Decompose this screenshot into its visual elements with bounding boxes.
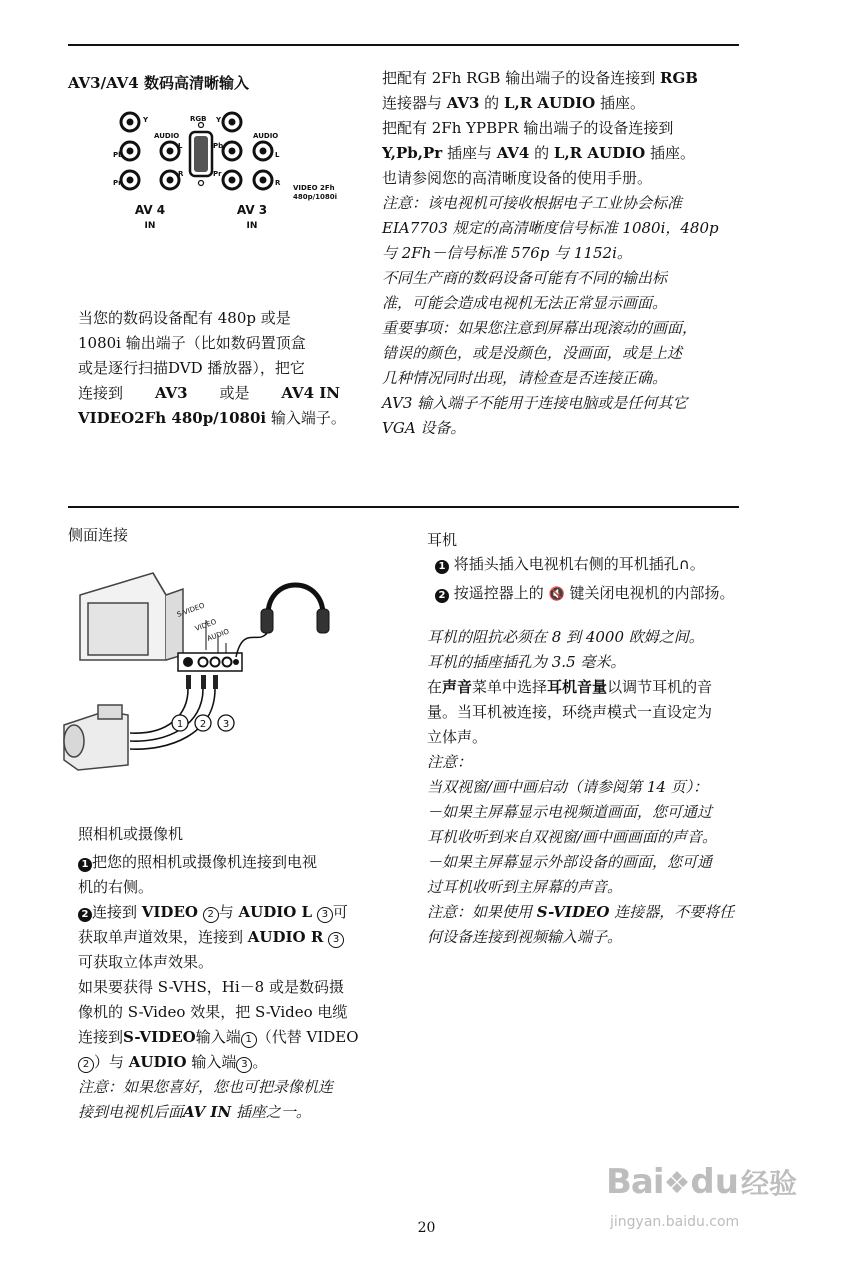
av-left-line-3: 或是逐行扫描DVD 播放器），把它	[78, 359, 305, 377]
av4-in-label: IN	[144, 221, 156, 231]
av4-audio-l-jack	[161, 142, 179, 160]
av-right-l2-a: 连接器与	[382, 94, 447, 112]
av4-l-label: L	[178, 142, 183, 150]
headphone-l2-b: 键关闭电视机的内部扬。	[564, 584, 735, 602]
headphones-illustration	[236, 585, 329, 657]
side-connection-diagram	[58, 565, 338, 780]
av-right-line-15: VGA 设备。	[382, 419, 466, 437]
av-left-l4-word-c: 或是	[219, 384, 250, 402]
av-right-l2-c: 的	[479, 94, 504, 112]
headphone-line-3: 耳机的阻抗必须在 8 到 4000 欧姆之间。	[427, 628, 704, 646]
av4-pb-jack	[121, 142, 139, 160]
av3-audio-label: AUDIO	[253, 132, 279, 140]
tv-illustration	[80, 573, 183, 660]
camera-l11-c: 插座之一。	[231, 1103, 311, 1121]
av4-r-label: R	[178, 170, 184, 178]
headphone-l5-e: 以调节耳机的音	[607, 678, 713, 696]
av3-audio-l-jack	[254, 142, 272, 160]
av-right-l4-f: 插座。	[645, 144, 695, 162]
camera-line-1	[78, 850, 378, 875]
camera-l11-a: 接到电视机后面	[78, 1103, 184, 1121]
camera-l3-audiol: AUDIO L	[238, 903, 313, 921]
camera-l9-c: 输入端	[186, 1053, 237, 1071]
av-right-line-5: 也请参阅您的高清晰度设备的使用手册。	[382, 169, 653, 187]
top-rule	[68, 44, 739, 46]
side-jack-panel	[178, 653, 242, 671]
middle-rule	[68, 506, 739, 508]
av-right-l4-av4: AV4	[496, 144, 530, 162]
camera-l3-g: 可	[332, 903, 348, 921]
camera-line-5: 可获取立体声效果。	[78, 953, 214, 971]
av-right-l4-b: 插座与	[442, 144, 497, 162]
camera-l8-c: 输入端	[195, 1028, 241, 1046]
camera-line-7: 像机的 S-Video 效果，把 S-Video 电缆	[78, 1003, 348, 1021]
headphone-l14-svideo: S-VIDEO	[536, 903, 610, 921]
av-right-line-4	[382, 141, 742, 166]
av-right-l2-lraudio: L,R AUDIO	[503, 94, 596, 112]
svideo-diagram-label: S-VIDEO	[175, 601, 206, 619]
camera-l9-a: ）与	[94, 1053, 129, 1071]
video-diagram-label: VIDEO	[193, 617, 218, 633]
headphone-line-10: －如果主屏幕显示电视频道画面，您可通过	[427, 803, 713, 821]
camera-l3-c	[198, 903, 203, 921]
av-right-line-13: 几种情况同时出现，请检查是否连接正确。	[382, 369, 668, 387]
camera-line-8	[78, 1025, 378, 1050]
camera-heading: 照相机或摄像机	[78, 825, 184, 843]
av-right-column	[382, 66, 742, 441]
callout-2: 2	[199, 719, 207, 730]
headphone-line-5	[427, 675, 787, 700]
paw-icon: ❖	[663, 1166, 691, 1201]
headphone-line-14	[427, 900, 787, 925]
av-right-l1-rgb: RGB	[660, 69, 698, 87]
av-right-line-12: 错误的颜色，或是没颜色，没画面，或是上述	[382, 344, 683, 362]
headphone-heading: 耳机	[427, 531, 458, 549]
av4-audio-r-jack	[161, 171, 179, 189]
rgb-vga-connector	[190, 132, 212, 176]
camera-line-11	[78, 1100, 378, 1125]
camera-line-9	[78, 1050, 378, 1075]
av-left-l4-word-a: 连接到	[78, 384, 124, 402]
headphone-section	[427, 528, 787, 950]
headphone-jack-icon: ∩	[678, 555, 690, 573]
av3-pb-jack	[223, 142, 241, 160]
hp-step-2-badge: 2	[435, 589, 449, 603]
camera-l11-avin: AV IN	[183, 1103, 232, 1121]
headphone-line-8: 注意：	[427, 753, 473, 771]
camera-l9-audio: AUDIO	[128, 1053, 187, 1071]
av4-pr-jack	[121, 171, 139, 189]
watermark-brand-c: 经验	[740, 1167, 797, 1200]
headphone-line-15: 何设备连接到视频输入端子。	[427, 928, 623, 946]
av3-y-label: Y	[216, 116, 222, 124]
headphone-l5-sound: 声音	[442, 678, 473, 696]
mute-speaker-icon: 🔇	[548, 587, 565, 602]
av-right-line-10: 准，可能会造成电视机无法正常显示画面。	[382, 294, 668, 312]
headphone-line-13: 过耳机收听到主屏幕的声音。	[427, 878, 623, 896]
camera-l3-a: 连接到	[92, 903, 142, 921]
headphone-line-6: 量。当耳机被连接，环绕声模式一直设定为	[427, 703, 713, 721]
camera-l3-circle-2: 2	[203, 907, 219, 923]
camera-l8-circle-1: 1	[241, 1032, 257, 1048]
camera-l9-circle-3: 3	[236, 1057, 252, 1073]
headphone-line-9: 当双视窗/画中画启动（请参阅第 14 页）：	[427, 778, 709, 796]
headphone-l14-a: 注意：如果使用	[427, 903, 537, 921]
page-number: 20	[417, 1220, 436, 1236]
av-right-line-8: 与 2Fh－信号标准 576p 与 1152i。	[382, 244, 632, 262]
watermark-brand-a: Bai	[606, 1162, 664, 1202]
av-left-l5-tail: 输入端子。	[266, 409, 346, 427]
headphone-line-7: 立体声。	[427, 728, 488, 746]
camera-l3-f	[312, 903, 317, 921]
camera-l8-d: （代替 VIDEO	[256, 1028, 359, 1046]
av-left-line-1: 当您的数码设备配有 480p 或是	[78, 309, 291, 327]
headphone-line-2	[427, 581, 787, 607]
camera-l4-audior: AUDIO R	[247, 928, 324, 946]
av4-label: AV 4	[134, 203, 166, 217]
av3-av4-connector-diagram	[110, 108, 350, 233]
audio-diagram-label: AUDIO	[205, 627, 231, 643]
camera-l8-a: 连接到	[78, 1028, 124, 1046]
av4-pb-label: Pb	[113, 151, 124, 159]
av4-y-jack	[121, 113, 139, 131]
callout-3: 3	[222, 719, 230, 730]
headphone-l1-text: 将插头插入电视机右侧的耳机插孔	[453, 555, 679, 573]
av-right-line-3: 把配有 2Fh YPBPR 输出端子的设备连接到	[382, 119, 674, 137]
av-right-l2-av3: AV3	[446, 94, 480, 112]
camera-line-10: 注意：如果您喜好，您也可把录像机连	[78, 1078, 334, 1096]
av-right-line-11: 重要事项：如果您注意到屏幕出现滚动的画面，	[382, 319, 698, 337]
av-right-line-9: 不同生产商的数码设备可能有不同的输出标	[382, 269, 668, 287]
camera-l8-svideo: S-VIDEO	[123, 1028, 196, 1046]
av4-pr-label: Pr	[113, 179, 122, 187]
camera-l4-a: 获取单声道效果，连接到	[78, 928, 248, 946]
av-right-l1-text: 把配有 2Fh RGB 输出端子的设备连接到	[382, 69, 660, 87]
av3-in-label: IN	[246, 221, 258, 231]
headphone-line-12: －如果主屏幕显示外部设备的画面，您可通	[427, 853, 713, 871]
camera-l9-circle-2: 2	[78, 1057, 94, 1073]
callout-1: 1	[176, 719, 184, 730]
camcorder-illustration	[64, 705, 128, 770]
camera-l3-circle-3: 3	[317, 907, 333, 923]
av-right-l4-lraudio: L,R AUDIO	[553, 144, 646, 162]
av-right-line-2	[382, 91, 742, 116]
camera-l4-circle-3: 3	[328, 932, 344, 948]
av3-audio-r-jack	[254, 171, 272, 189]
step-1-badge: 1	[78, 858, 92, 872]
av3-pr-jack	[223, 171, 241, 189]
headphone-line-11: 耳机收听到来自双视窗/画中画画面的声音。	[427, 828, 718, 846]
section-title-av3-av4: AV3/AV4 数码高清晰输入	[68, 74, 249, 92]
av-right-line-1	[382, 66, 742, 91]
rgb-label: RGB	[190, 115, 207, 123]
av-left-line-4	[78, 381, 340, 406]
av-left-line-5	[78, 406, 346, 431]
av3-r-label: R	[275, 179, 281, 187]
watermark-logo	[606, 1162, 797, 1202]
av-left-l4-av3: AV3	[154, 384, 188, 402]
av-left-paragraph	[78, 306, 346, 431]
av-left-l4-av4in: AV4 IN	[281, 384, 340, 402]
av-right-line-6: 注意：该电视机可接收根据电子工业协会标准	[382, 194, 683, 212]
headphone-l5-a: 在	[427, 678, 443, 696]
watermark-url: jingyan.baidu.com	[610, 1214, 740, 1230]
camera-l3-d: 与	[218, 903, 239, 921]
av3-y-jack	[223, 113, 241, 131]
av3-pb-label: Pb	[213, 142, 224, 150]
video2fh-label: VIDEO 2Fh	[293, 184, 335, 192]
av-left-l5-video2fh: VIDEO2Fh 480p/1080i	[78, 409, 267, 427]
av-right-l4-ypbpr: Y,Pb,Pr	[382, 144, 443, 162]
headphone-l5-c: 菜单中选择	[472, 678, 548, 696]
av-right-l2-e: 插座。	[595, 94, 646, 112]
res-label: 480p/1080i	[293, 193, 338, 201]
av-right-l4-d: 的	[529, 144, 554, 162]
av4-audio-label: AUDIO	[154, 132, 180, 140]
camera-l1-text: 把您的照相机或摄像机连接到电视	[92, 853, 318, 871]
camera-line-4	[78, 925, 378, 950]
headphone-l5-volume: 耳机音量	[547, 678, 608, 696]
av3-l-label: L	[275, 151, 280, 159]
headphone-line-4: 耳机的插座插孔为 3.5 毫米。	[427, 653, 626, 671]
baidu-jingyan-watermark	[606, 1162, 806, 1248]
camera-line-3	[78, 900, 378, 925]
av4-y-label: Y	[143, 116, 149, 124]
camera-l3-video: VIDEO	[141, 903, 198, 921]
watermark-brand-b: du	[690, 1162, 739, 1202]
headphone-l2-a: 按遥控器上的	[453, 584, 549, 602]
hp-step-1-badge: 1	[435, 560, 449, 574]
section-title-side-connections: 侧面连接	[68, 526, 129, 544]
headphone-l14-c: 连接器，不要将任	[609, 903, 735, 921]
av-right-line-14: AV3 输入端子不能用于连接电脑或是任何其它	[382, 394, 688, 412]
av-right-line-7: EIA7703 规定的高清晰度信号标准 1080i，480p	[382, 219, 719, 237]
camera-section	[78, 822, 378, 1125]
camera-line-6: 如果要获得 S-VHS，Hi－8 或是数码摄	[78, 978, 344, 996]
step-2-badge: 2	[78, 908, 92, 922]
camera-l9-d: 。	[252, 1053, 268, 1071]
camera-line-2: 机的右侧。	[78, 878, 154, 896]
av3-label: AV 3	[236, 203, 268, 217]
headphone-line-1: 1 将插头插入电视机右侧的耳机插孔∩。	[427, 552, 787, 577]
av3-pr-label: Pr	[213, 170, 222, 178]
av-left-line-2: 1080i 输出端子（比如数码置顶盒	[78, 334, 306, 352]
